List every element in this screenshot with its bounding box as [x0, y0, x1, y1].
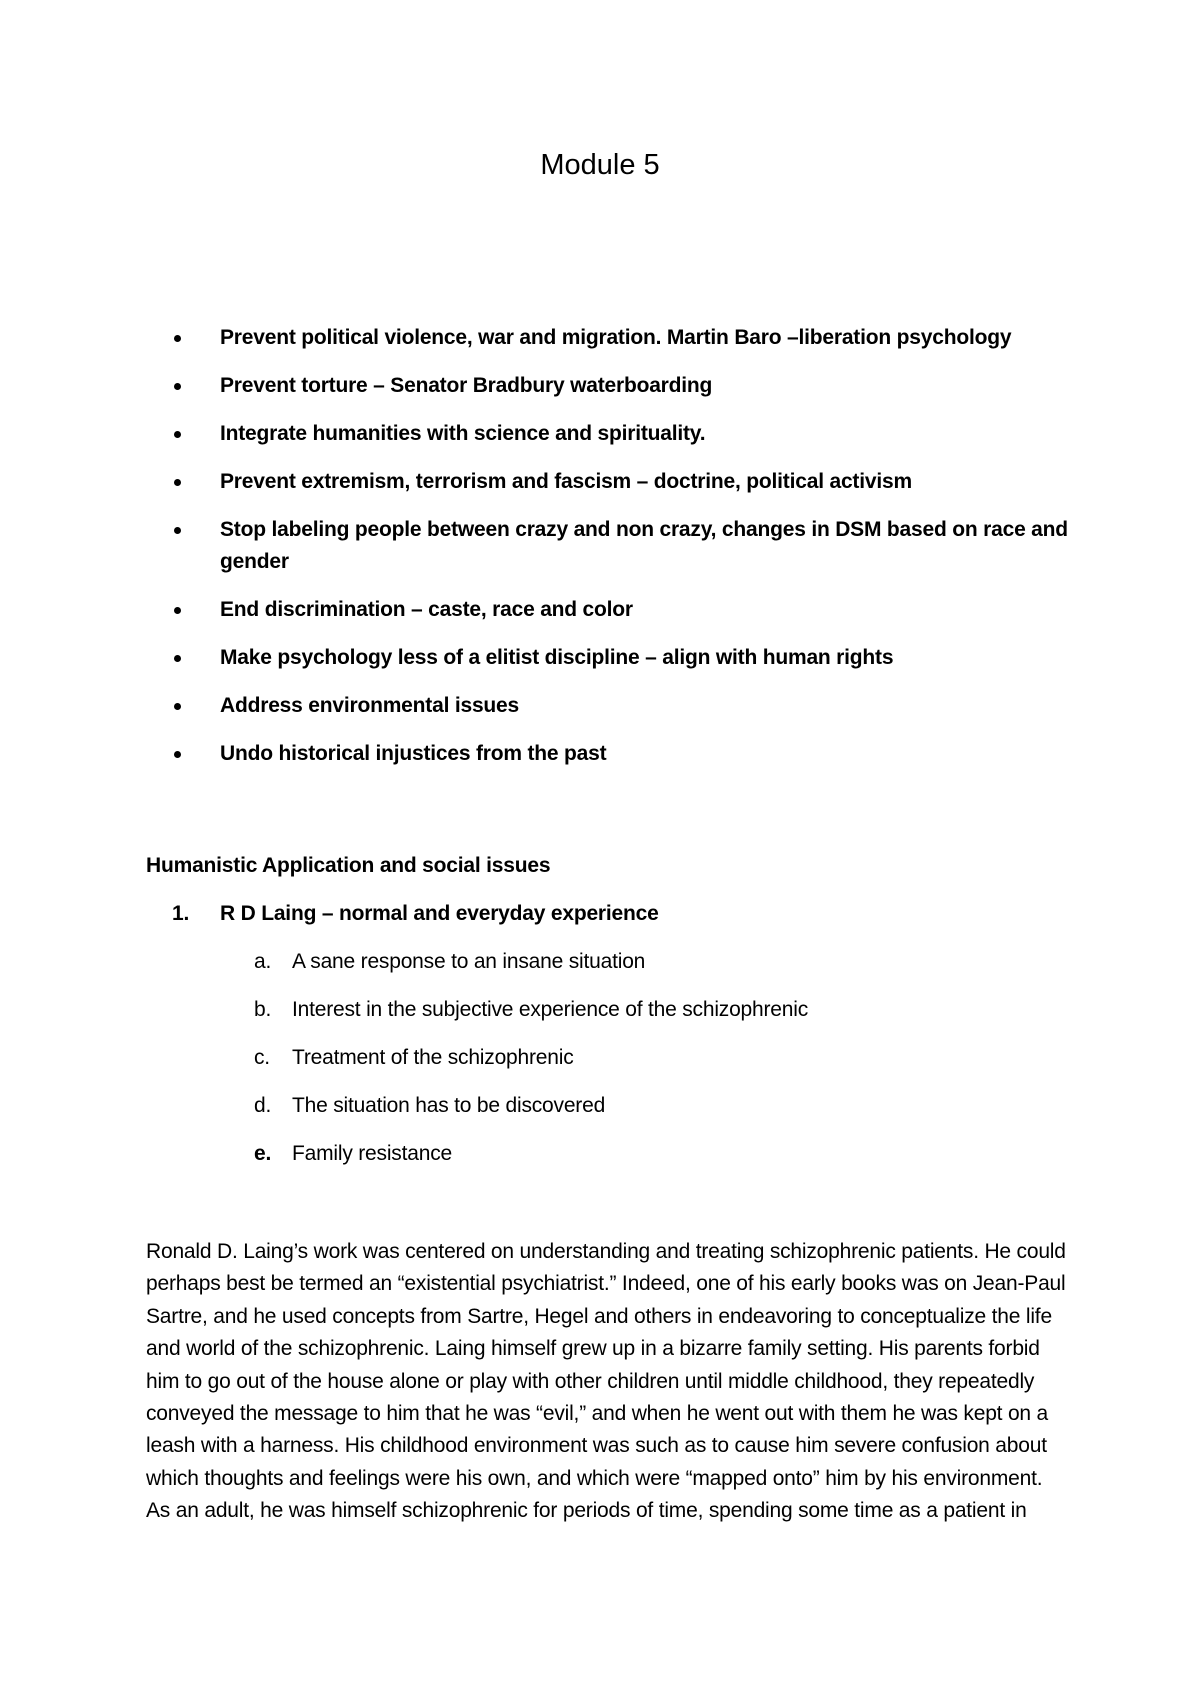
- sub-item: [146, 1138, 1046, 1170]
- bullet-text: Prevent political violence, war and migration. Martin Baro –liberation psychology: [220, 326, 1012, 349]
- bullet-item: [170, 594, 1070, 626]
- page-title: Module 5: [540, 149, 660, 181]
- bullet-item: [170, 370, 1070, 402]
- bullet-item: [170, 466, 1070, 498]
- bullet-text: End discrimination – caste, race and color: [220, 598, 633, 621]
- bullet-item: [170, 514, 1070, 578]
- sub-item: [146, 1090, 1046, 1122]
- section-heading: Humanistic Application and social issues: [146, 854, 551, 877]
- bullet-dot-icon: [174, 527, 181, 534]
- sub-item-text: Treatment of the schizophrenic: [292, 1046, 574, 1069]
- bullet-item: [170, 642, 1070, 674]
- bullet-dot-icon: [174, 431, 181, 438]
- bullet-item: [170, 418, 1070, 450]
- numbered-item-text: R D Laing – normal and everyday experience: [220, 902, 659, 925]
- bullet-text: Integrate humanities with science and spirituality.: [220, 422, 706, 445]
- sub-item-text: Family resistance: [292, 1142, 452, 1165]
- bullet-text: Address environmental issues: [220, 694, 520, 717]
- bullet-dot-icon: [174, 479, 181, 486]
- bullet-dot-icon: [174, 655, 181, 662]
- bullet-text: Prevent extremism, terrorism and fascism – doctrine, political activism: [220, 470, 912, 493]
- bullet-dot-icon: [174, 383, 181, 390]
- item-number: 1.: [172, 902, 190, 925]
- bullet-item: [170, 738, 1070, 770]
- sub-list: [146, 946, 1046, 1170]
- sub-item: [146, 946, 1046, 978]
- bullet-dot-icon: [174, 751, 181, 758]
- sub-item-letter: e.: [254, 1142, 272, 1165]
- sub-item-text: A sane response to an insane situation: [292, 950, 646, 973]
- bullet-text: Undo historical injustices from the past: [220, 742, 607, 765]
- bullet-item: [170, 322, 1070, 354]
- bullet-dot-icon: [174, 335, 181, 342]
- sub-item-letter: c.: [254, 1046, 270, 1069]
- bullet-item: [170, 690, 1070, 722]
- body-paragraph: Ronald D. Laing’s work was centered on understanding and treating schizophrenic patients. He could perhaps best be termed an “existential psychiatrist.” Indeed, one of his early books was on Jean-Paul Sartre, and he used concepts from Sartre, Hegel and others in endeavoring to conceptualize the life and world of the schizophrenic. Laing himself grew up in a bizarre family setting. His parents forbid him to go out of the house alone or play with other children until middle childhood, they repeatedly conveyed the message to him that he was “evil,” and when he went out with them he was kept on a leash with a harness. His childhood environment was such as to cause him severe confusion about which thoughts and feelings were his own, and which were “mapped onto” him by his environment. As an adult, he was himself schizophrenic for periods of time, spending some time as a patient in: [146, 1240, 1066, 1523]
- bullet-text: Prevent torture – Senator Bradbury waterboarding: [220, 374, 713, 397]
- sub-item-text: Interest in the subjective experience of the schizophrenic: [292, 998, 809, 1021]
- sub-item: [146, 994, 1046, 1026]
- sub-item-letter: d.: [254, 1094, 272, 1117]
- bullet-text: Stop labeling people between crazy and non crazy, changes in DSM based on race and gender: [220, 518, 1068, 573]
- sub-item-letter: b.: [254, 998, 272, 1021]
- sub-item: [146, 1042, 1046, 1074]
- bullet-text: Make psychology less of a elitist discipline – align with human rights: [220, 646, 894, 669]
- sub-item-letter: a.: [254, 950, 272, 973]
- numbered-list: [146, 898, 1046, 1186]
- bullet-list: [170, 322, 1070, 786]
- numbered-item: [146, 898, 1046, 1170]
- bullet-dot-icon: [174, 703, 181, 710]
- bullet-dot-icon: [174, 607, 181, 614]
- sub-item-text: The situation has to be discovered: [292, 1094, 606, 1117]
